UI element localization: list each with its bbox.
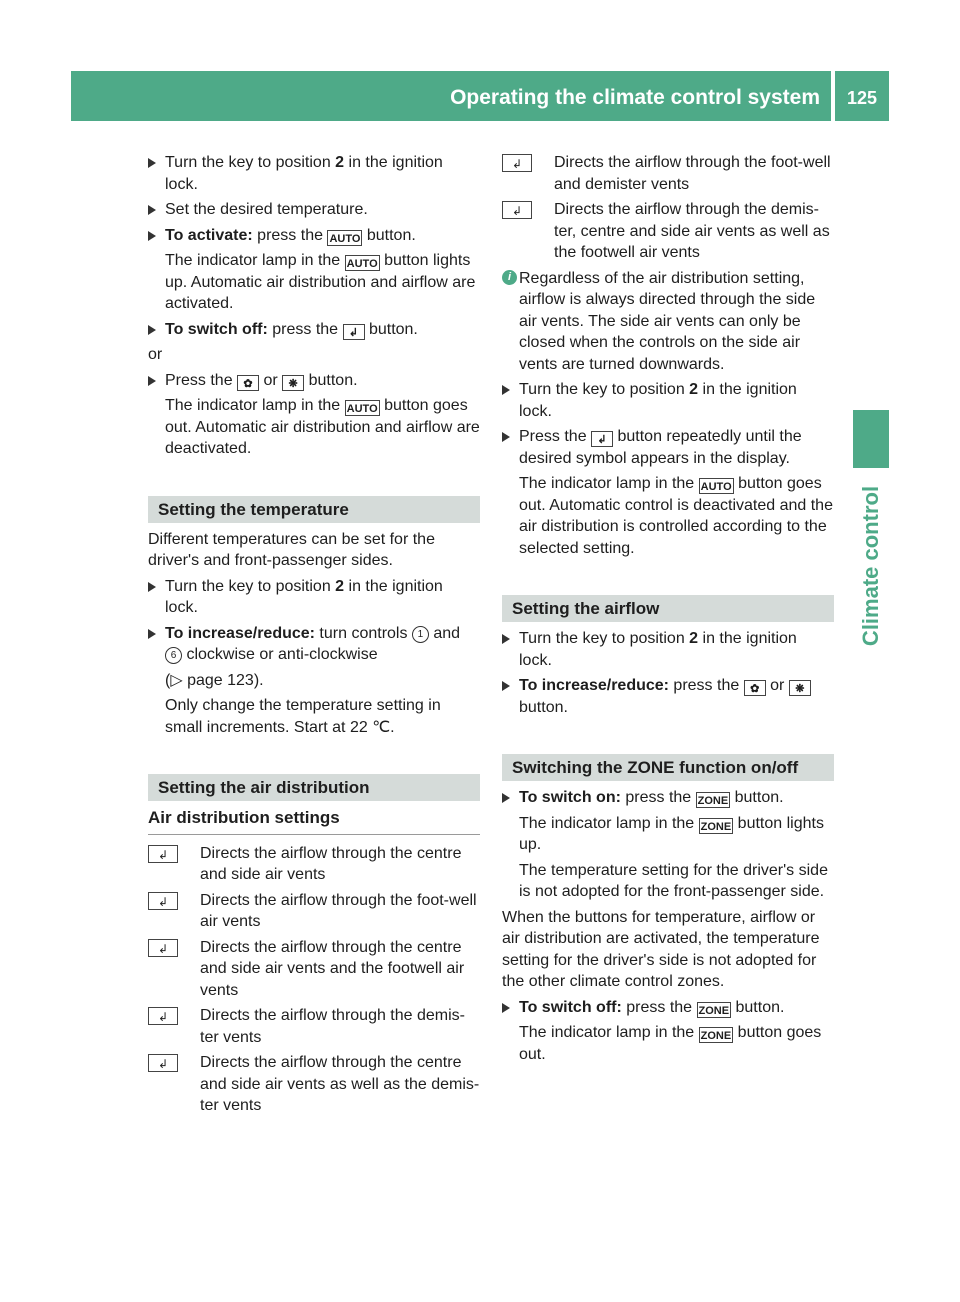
zone-key-icon: ZONE bbox=[699, 1027, 734, 1043]
zone-paragraph: When the buttons for temperature, airflow or air distribution are activated, the temperature setting for the driver's side is not adopted for the other climate control zones. bbox=[502, 908, 820, 990]
section-heading-air-distribution: Setting the air distribution bbox=[148, 774, 480, 801]
air-distribution-icon: ↲ bbox=[502, 201, 532, 219]
step-turn-key: Turn the key to position 2 in the ignition lock. bbox=[148, 152, 480, 195]
info-icon: i bbox=[502, 270, 517, 285]
table-row: ↲ Directs the airflow through the centre and side air vents bbox=[148, 843, 480, 890]
page-number: 125 bbox=[846, 88, 878, 108]
air-distribution-key-icon: ↲ bbox=[591, 431, 613, 447]
zone-key-icon: ZONE bbox=[697, 1002, 732, 1018]
step-press-fan: Press the ✿ or ❋ button. bbox=[148, 370, 480, 392]
control-1-icon: 1 bbox=[412, 626, 429, 643]
table-row: ↲ Directs the airflow through the centre and side air vents as well as the demis-ter vents bbox=[148, 1052, 480, 1121]
fan-increase-key-icon: ✿ bbox=[744, 680, 766, 696]
air-distribution-icon: ↲ bbox=[502, 154, 532, 172]
side-tab-marker bbox=[853, 410, 889, 468]
subheading-air-distribution-settings: Air distribution settings bbox=[148, 807, 480, 835]
step-zone-on: To switch on: press the ZONE button. bbox=[502, 787, 834, 809]
air-distribution-icon: ↲ bbox=[148, 939, 178, 957]
auto-key-icon: AUTO bbox=[345, 255, 380, 271]
step-increase-reduce-airflow: To increase/reduce: press the ✿ or ❋ button. bbox=[502, 675, 834, 718]
step-switch-off: To switch off: press the ↲ button. bbox=[148, 319, 480, 341]
table-row: ↲ Directs the airflow through the foot-well air vents bbox=[148, 890, 480, 937]
side-chapter-label: Climate control bbox=[858, 485, 883, 647]
table-row: ↲ Directs the airflow through the centre and side air vents and the footwell air vents bbox=[148, 937, 480, 1006]
zone-key-icon: ZONE bbox=[696, 792, 731, 808]
table-row: ↲ Directs the airflow through the demis-ter, centre and side air vents as well as the footwell air vents bbox=[502, 199, 834, 268]
step-press-dist-button: Press the ↲ button repeatedly until the desired symbol appears in the display. bbox=[502, 426, 834, 469]
auto-key-icon: AUTO bbox=[699, 478, 734, 494]
air-distribution-icon: ↲ bbox=[148, 1007, 178, 1025]
step-turn-key-temp: Turn the key to position 2 in the ignition lock. bbox=[148, 576, 480, 619]
dist-result: The indicator lamp in the AUTO button goes out. Automatic control is deactivated and the air distribution is controlled according to the selected setting. bbox=[519, 475, 833, 557]
air-distribution-icon: ↲ bbox=[148, 892, 178, 910]
air-distribution-icon: ↲ bbox=[148, 845, 178, 863]
zone-off-result: The indicator lamp in the ZONE button goes out. bbox=[519, 1024, 822, 1063]
left-column bbox=[148, 152, 480, 1121]
control-6-icon: 6 bbox=[165, 647, 182, 664]
fan-increase-key-icon: ✿ bbox=[237, 375, 259, 391]
step-set-temperature: Set the desired temperature. bbox=[148, 199, 480, 221]
section-heading-airflow: Setting the airflow bbox=[502, 595, 834, 622]
step-turn-key-airflow: Turn the key to position 2 in the ignition lock. bbox=[502, 628, 834, 671]
page-title: Operating the climate control system bbox=[450, 86, 820, 109]
fan-result: The indicator lamp in the AUTO button goes out. Automatic air distribution and airflow are deactivated. bbox=[165, 397, 480, 457]
zone-on-note: The temperature setting for the driver's side is not adopted for the front-passenger side. bbox=[519, 861, 828, 900]
air-distribution-key-icon: ↲ bbox=[343, 324, 365, 340]
section-heading-temperature: Setting the temperature bbox=[148, 496, 480, 523]
step-zone-off: To switch off: press the ZONE button. bbox=[502, 997, 834, 1019]
step-increase-reduce-temp: To increase/reduce: turn controls 1 and 6 clockwise or anti-clockwise bbox=[148, 623, 480, 666]
fan-decrease-key-icon: ❋ bbox=[789, 680, 811, 696]
zone-on-result: The indicator lamp in the ZONE button lights up. bbox=[519, 814, 824, 853]
info-note: i Regardless of the air distribution setting, airflow is always directed through the side air vents. The side air vents can only be closed when the controls on the side air vents are turned downwards. bbox=[502, 268, 834, 376]
section-heading-zone: Switching the ZONE function on/off bbox=[502, 754, 834, 781]
auto-key-icon: AUTO bbox=[327, 230, 362, 246]
air-distribution-table-continued bbox=[502, 152, 834, 268]
air-distribution-icon: ↲ bbox=[148, 1054, 178, 1072]
table-row: ↲ Directs the airflow through the demis-ter vents bbox=[148, 1005, 480, 1052]
temperature-intro: Different temperatures can be set for the driver's and front-passenger sides. bbox=[148, 530, 435, 569]
fan-decrease-key-icon: ❋ bbox=[282, 375, 304, 391]
table-row: ↲ Directs the airflow through the foot-well and demister vents bbox=[502, 152, 834, 199]
step-activate: To activate: press the AUTO button. bbox=[148, 225, 480, 247]
temperature-note: Only change the temperature setting in small increments. Start at 22 ℃. bbox=[165, 697, 441, 736]
auto-key-icon: AUTO bbox=[345, 400, 380, 416]
activate-result: The indicator lamp in the AUTO button lights up. Automatic air distribution and airflow are activated. bbox=[165, 252, 476, 312]
zone-key-icon: ZONE bbox=[699, 818, 734, 834]
or-text: or bbox=[148, 346, 163, 363]
step-turn-key-dist: Turn the key to position 2 in the ignition lock. bbox=[502, 379, 834, 422]
page-reference: (▷ page 123). bbox=[165, 671, 264, 689]
right-column bbox=[502, 152, 834, 1069]
air-distribution-table bbox=[148, 843, 480, 1121]
